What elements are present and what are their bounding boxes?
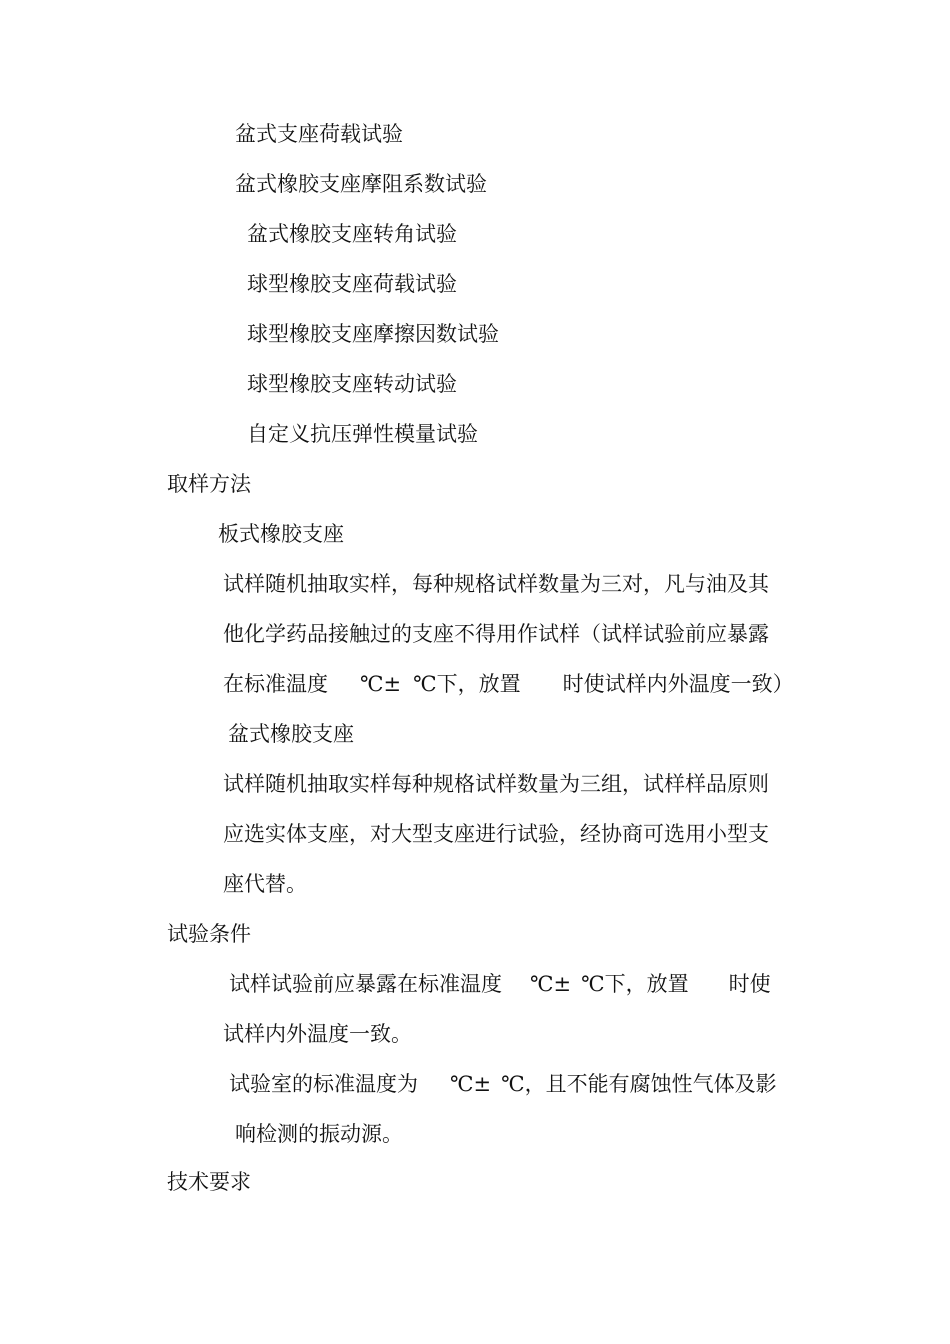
test-item-4: 球型橡胶支座荷载试验 bbox=[247, 272, 457, 296]
pot-bearing-line-3: 座代替。 bbox=[223, 872, 307, 896]
plate-bearing-line-3 bbox=[223, 670, 794, 698]
plate-bearing-title: 板式橡胶支座 bbox=[218, 522, 344, 546]
conditions-heading: 试验条件 bbox=[167, 922, 251, 946]
conditions-para-2-line-1 bbox=[229, 1070, 777, 1098]
test-item-5: 球型橡胶支座摩擦因数试验 bbox=[247, 322, 499, 346]
cond-p1-part-a: 试样试验前应暴露在标准温度 bbox=[229, 972, 502, 996]
test-item-2: 盆式橡胶支座摩阻系数试验 bbox=[235, 172, 487, 196]
plate-line3-part-b: ℃± bbox=[360, 672, 402, 696]
pot-bearing-line-1: 试样随机抽取实样每种规格试样数量为三组，试样样品原则 bbox=[223, 772, 769, 796]
cond-p2-part-b: ℃± bbox=[450, 1072, 492, 1096]
test-item-6: 球型橡胶支座转动试验 bbox=[247, 372, 457, 396]
plate-line3-part-d: 时使试样内外温度一致） bbox=[562, 672, 794, 696]
tech-heading: 技术要求 bbox=[167, 1170, 251, 1194]
test-item-1: 盆式支座荷载试验 bbox=[235, 122, 403, 146]
plate-bearing-line-2: 他化学药品接触过的支座不得用作试样（试样试验前应暴露 bbox=[223, 622, 769, 646]
plate-line3-part-c: ℃下，放置 bbox=[413, 672, 521, 696]
sampling-heading: 取样方法 bbox=[167, 472, 251, 496]
cond-p1-part-b: ℃± bbox=[530, 972, 572, 996]
test-item-3: 盆式橡胶支座转角试验 bbox=[247, 222, 457, 246]
cond-p1-part-c: ℃下，放置 bbox=[581, 972, 689, 996]
conditions-para-2-line-2: 响检测的振动源。 bbox=[235, 1122, 403, 1146]
conditions-para-1-line-1 bbox=[229, 970, 771, 998]
cond-p1-part-d: 时使 bbox=[728, 972, 771, 996]
pot-bearing-title: 盆式橡胶支座 bbox=[228, 722, 354, 746]
cond-p2-part-a: 试验室的标准温度为 bbox=[229, 1072, 418, 1096]
pot-bearing-line-2: 应选实体支座，对大型支座进行试验，经协商可选用小型支 bbox=[223, 822, 769, 846]
plate-bearing-line-1: 试样随机抽取实样，每种规格试样数量为三对，凡与油及其 bbox=[223, 572, 769, 596]
conditions-para-1-line-2: 试样内外温度一致。 bbox=[223, 1022, 412, 1046]
plate-line3-part-a: 在标准温度 bbox=[223, 672, 328, 696]
test-item-7: 自定义抗压弹性模量试验 bbox=[247, 422, 478, 446]
cond-p2-part-c: ℃，且不能有腐蚀性气体及影 bbox=[501, 1072, 777, 1096]
